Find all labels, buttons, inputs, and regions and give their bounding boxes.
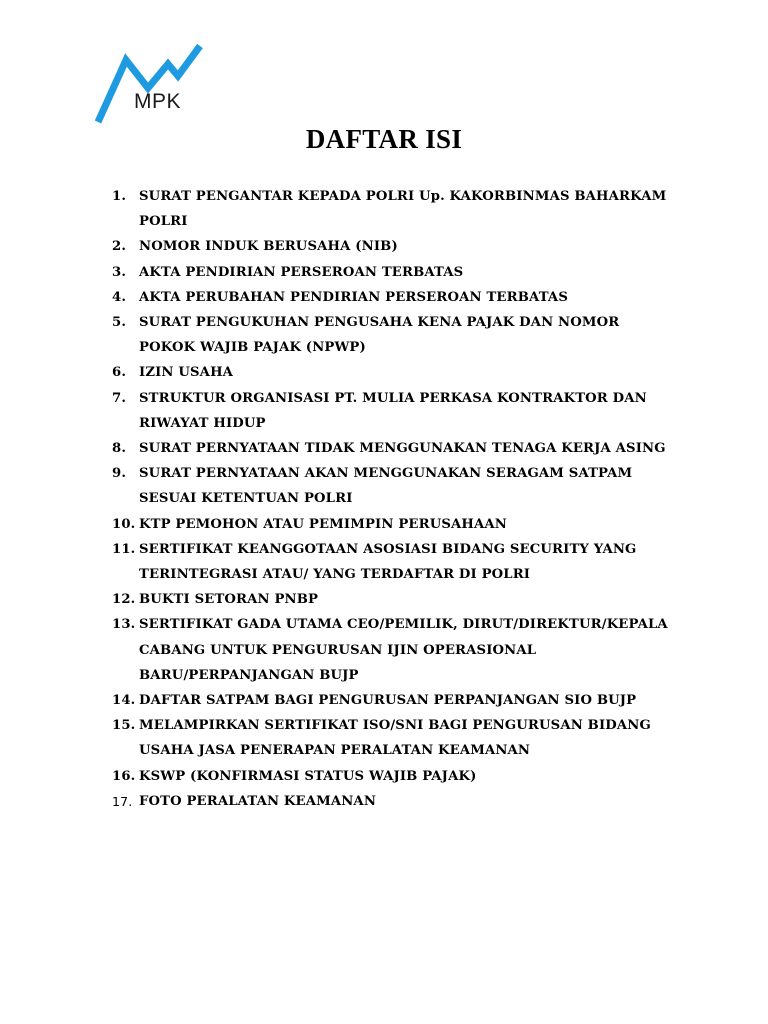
list-item-number: 3.: [112, 264, 127, 280]
list-item-text-line: KSWP (KONFIRMASI STATUS WAJIB PAJAK): [139, 768, 477, 784]
list-item-text-line: SERTIFIKAT GADA UTAMA CEO/PEMILIK, DIRUT/DIREKTUR/KEPALA: [139, 617, 668, 633]
list-item: [112, 688, 692, 713]
list-item-text-line: NOMOR INDUK BERUSAHA (NIB): [139, 239, 398, 255]
list-item-text-line: DAFTAR SATPAM BAGI PENGURUSAN PERPANJANGAN SIO BUJP: [139, 693, 637, 709]
mpk-logo-mark: [92, 42, 204, 126]
list-item: [112, 537, 692, 587]
list-item-number: 6.: [112, 365, 127, 381]
list-item: [112, 360, 692, 385]
list-item: [112, 310, 692, 360]
list-item-text-line: FOTO PERALATAN KEAMANAN: [139, 793, 377, 809]
list-item-number: 7.: [112, 390, 127, 406]
list-item-text-line: POLRI: [139, 214, 188, 230]
logo-text: MPK: [134, 90, 182, 113]
list-item-text-line: SURAT PENGUKUHAN PENGUSAHA KENA PAJAK DAN NOMOR: [139, 315, 620, 331]
list-item-text-line: USAHA JASA PENERAPAN PERALATAN KEAMANAN: [139, 743, 531, 759]
list-item-number: 8.: [112, 441, 127, 457]
list-item-number: 11.: [112, 541, 136, 557]
list-item-text-line: SURAT PERNYATAAN TIDAK MENGGUNAKAN TENAGA KERJA ASING: [139, 441, 666, 457]
list-item-number: 15.: [112, 718, 136, 734]
company-logo: [92, 42, 204, 126]
list-item: [112, 512, 692, 537]
list-item-number: 1.: [112, 189, 127, 204]
list-item-number: 2.: [112, 239, 127, 255]
list-item-number: 5.: [112, 315, 127, 331]
list-item: [112, 587, 692, 612]
list-item-text-line: SURAT PERNYATAAN AKAN MENGGUNAKAN SERAGAM SATPAM: [139, 466, 633, 482]
list-item-text-line: RIWAYAT HIDUP: [139, 415, 266, 431]
list-item-number: 10.: [112, 516, 136, 532]
list-item-text-line: SERTIFIKAT KEANGGOTAAN ASOSIASI BIDANG SECURITY YANG: [139, 541, 637, 557]
list-item-number: 4.: [112, 289, 127, 305]
list-item: [112, 764, 692, 789]
list-item-text-line: POKOK WAJIB PAJAK (NPWP): [139, 340, 366, 356]
list-item-text-line: SESUAI KETENTUAN POLRI: [139, 491, 353, 507]
list-item-number: 9.: [112, 466, 127, 482]
list-item: [112, 260, 692, 285]
list-item-number: 14.: [112, 693, 136, 709]
list-item: [112, 386, 692, 436]
list-item-text-line: CABANG UNTUK PENGURUSAN IJIN OPERASIONAL: [139, 642, 537, 658]
list-item-number: 17.: [112, 793, 133, 809]
list-item-text-line: SURAT PENGANTAR KEPADA POLRI Up. KAKORBINMAS BAHARKAM: [139, 189, 667, 204]
list-item-number: 12.: [112, 592, 136, 608]
list-item-text-line: BUKTI SETORAN PNBP: [139, 592, 319, 608]
list-item-number: 13.: [112, 617, 136, 633]
list-item-number: 16.: [112, 768, 136, 784]
list-item-text-line: IZIN USAHA: [139, 365, 234, 381]
page-title: DAFTAR ISI: [305, 124, 463, 154]
list-item: [112, 713, 692, 763]
list-item-text-line: KTP PEMOHON ATAU PEMIMPIN PERUSAHAAN: [139, 516, 507, 532]
list-item: [112, 436, 692, 461]
list-item-text-line: AKTA PERUBAHAN PENDIRIAN PERSEROAN TERBATAS: [139, 289, 568, 305]
list-item: [112, 789, 692, 814]
list-item-text-line: TERINTEGRASI ATAU/ YANG TERDAFTAR DI POLRI: [139, 567, 531, 583]
list-item-text-line: STRUKTUR ORGANISASI PT. MULIA PERKASA KONTRAKTOR DAN: [139, 390, 647, 406]
list-item: [112, 234, 692, 259]
list-item: [112, 612, 692, 688]
list-item: [112, 184, 692, 234]
list-item-text-line: MELAMPIRKAN SERTIFIKAT ISO/SNI BAGI PENGURUSAN BIDANG: [139, 718, 651, 734]
list-item: [112, 461, 692, 511]
list-item-text-line: AKTA PENDIRIAN PERSEROAN TERBATAS: [139, 264, 464, 280]
list-item-text-line: BARU/PERPANJANGAN BUJP: [139, 667, 359, 683]
list-item: [112, 285, 692, 310]
table-of-contents-list: [112, 184, 692, 814]
